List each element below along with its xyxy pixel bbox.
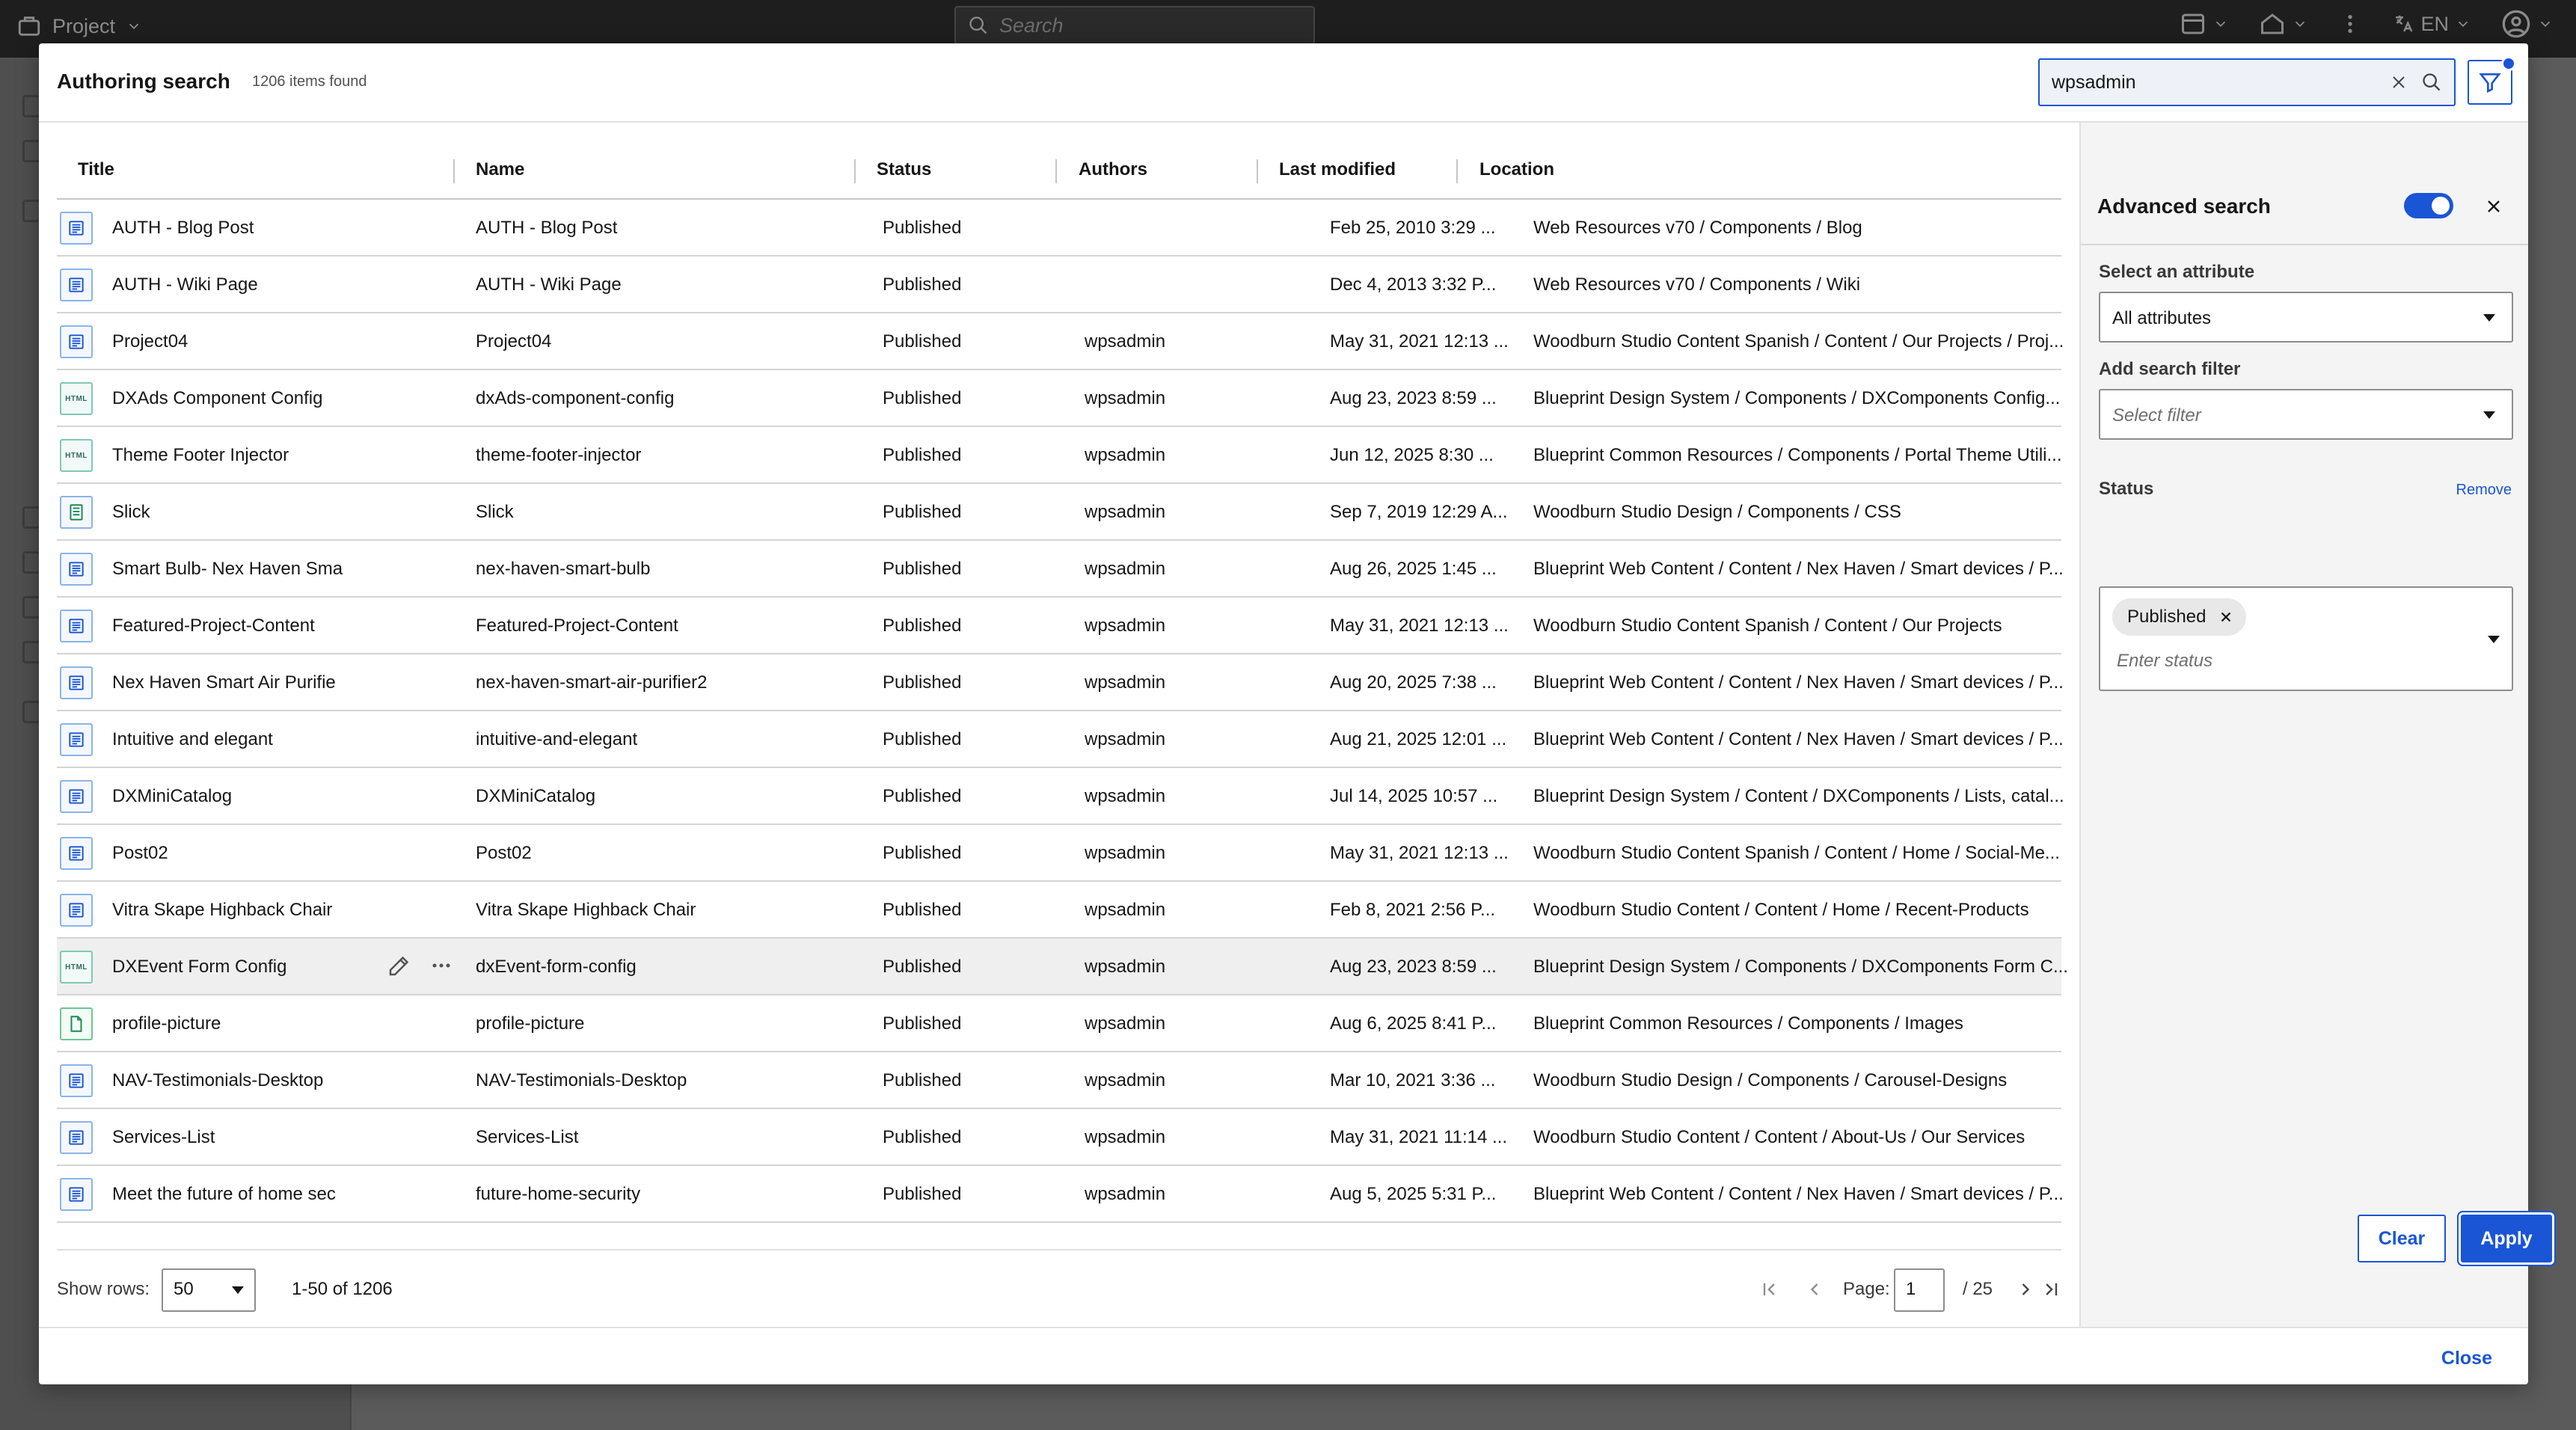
- html-icon: HTML: [60, 439, 93, 472]
- cell-status: Published: [883, 1184, 962, 1204]
- cell-modified: Sep 7, 2019 12:29 A...: [1330, 502, 1508, 522]
- more-horizontal-icon[interactable]: [428, 952, 455, 979]
- cell-location: Web Resources v70 / Components / Blog: [1533, 218, 1862, 238]
- cell-name: nex-haven-smart-bulb: [476, 559, 651, 579]
- cell-author: wpsadmin: [1085, 1013, 1166, 1034]
- content-icon: [60, 1178, 93, 1211]
- table-row[interactable]: [57, 1109, 2061, 1166]
- cell-status: Published: [883, 900, 962, 920]
- previous-page-button[interactable]: [1800, 1274, 1830, 1304]
- table-row[interactable]: [57, 825, 2061, 882]
- table-row[interactable]: [57, 370, 2061, 427]
- show-rows-label: Show rows:: [57, 1279, 150, 1299]
- cell-modified: Aug 23, 2023 8:59 ...: [1330, 388, 1497, 408]
- cell-status: Published: [883, 218, 962, 238]
- content-icon: [60, 666, 93, 699]
- column-header-name[interactable]: Name: [476, 159, 525, 179]
- chevron-down-icon: [2455, 16, 2471, 32]
- cell-name: theme-footer-injector: [476, 445, 642, 465]
- attribute-label: Select an attribute: [2099, 262, 2255, 282]
- dialog-footer: [39, 1327, 2528, 1384]
- search-icon: [968, 15, 989, 36]
- row-actions: [386, 952, 455, 979]
- language-label: EN: [2420, 12, 2449, 35]
- column-resizer[interactable]: [1257, 159, 1258, 183]
- cell-status: Published: [883, 729, 962, 749]
- page-label: Page:: [1843, 1279, 1890, 1299]
- cell-location: Woodburn Studio Content / Content / Home / Recent-Products: [1533, 900, 2029, 920]
- cell-location: Blueprint Design System / Components / DXComponents Form C...: [1533, 957, 2068, 977]
- last-page-icon: [2040, 1279, 2061, 1300]
- cell-title[interactable]: NAV-Testimonials-Desktop: [112, 1070, 324, 1090]
- filter-icon: [2478, 70, 2502, 94]
- cell-modified: Aug 26, 2025 1:45 ...: [1330, 559, 1497, 579]
- home-menu[interactable]: [2259, 10, 2308, 37]
- table-row[interactable]: [57, 484, 2061, 541]
- filter-active-indicator: [2501, 56, 2516, 71]
- content-icon: [60, 1064, 93, 1097]
- table-row[interactable]: [57, 257, 2061, 313]
- table-row[interactable]: [57, 313, 2064, 370]
- cell-author: wpsadmin: [1085, 1184, 1166, 1204]
- cell-modified: Aug 20, 2025 7:38 ...: [1330, 672, 1497, 693]
- close-dialog-button[interactable]: Close: [2441, 1348, 2492, 1369]
- cell-title[interactable]: Nex Haven Smart Air Purifie: [112, 672, 336, 693]
- cell-location: Woodburn Studio Design / Components / Carousel-Designs: [1533, 1070, 2008, 1090]
- briefcase-icon: [16, 13, 42, 39]
- cell-modified: Jul 14, 2025 10:57 ...: [1330, 786, 1498, 806]
- cell-location: Blueprint Web Content / Content / Nex Haven / Smart devices / P...: [1533, 672, 2064, 693]
- cell-status: Published: [883, 331, 962, 352]
- cell-status: Published: [883, 445, 962, 465]
- more-vertical-icon[interactable]: [2338, 12, 2362, 36]
- column-header-authors[interactable]: Authors: [1079, 159, 1147, 179]
- home-icon: [2259, 10, 2286, 37]
- cell-name: profile-picture: [476, 1013, 585, 1034]
- cell-status: Published: [883, 1013, 962, 1034]
- search-icon[interactable]: [2421, 72, 2442, 93]
- authoring-search-dialog: [39, 43, 2533, 1384]
- chevron-down-icon: [2537, 16, 2554, 32]
- cell-name: DXMiniCatalog: [476, 786, 596, 806]
- cell-name: AUTH - Blog Post: [476, 218, 618, 238]
- advanced-filter-button[interactable]: [2468, 60, 2512, 105]
- rows-per-page-select[interactable]: [162, 1268, 256, 1312]
- table-row[interactable]: [57, 598, 2061, 654]
- apply-button[interactable]: Apply: [2461, 1215, 2552, 1262]
- cell-name: Slick: [476, 502, 514, 522]
- status-input-placeholder[interactable]: Enter status: [2117, 651, 2213, 671]
- cell-status: Published: [883, 786, 962, 806]
- cell-location: Blueprint Common Resources / Components / Portal Theme Utili...: [1533, 445, 2062, 465]
- language-menu[interactable]: [2392, 13, 2471, 36]
- status-multiselect[interactable]: [2099, 586, 2513, 691]
- cell-author: wpsadmin: [1085, 957, 1166, 977]
- column-resizer[interactable]: [854, 159, 856, 183]
- chevron-down-icon: [2292, 16, 2308, 32]
- chevron-down-icon: [2212, 16, 2229, 32]
- cell-name: Services-List: [476, 1127, 579, 1147]
- cell-location: Blueprint Design System / Content / DXComponents / Lists, catal...: [1533, 786, 2064, 806]
- cell-modified: May 31, 2021 12:13 ...: [1330, 843, 1509, 863]
- cell-location: Woodburn Studio Content Spanish / Content / Our Projects: [1533, 616, 2002, 636]
- cell-title[interactable]: Services-List: [112, 1127, 215, 1147]
- content-icon: [60, 553, 93, 586]
- cell-status: Published: [883, 502, 962, 522]
- cell-title[interactable]: Featured-Project-Content: [112, 616, 315, 636]
- cell-title[interactable]: profile-picture: [112, 1013, 221, 1034]
- content-icon: [60, 268, 93, 301]
- cell-title[interactable]: AUTH - Blog Post: [112, 218, 254, 238]
- cell-status: Published: [883, 274, 962, 295]
- cell-modified: Feb 25, 2010 3:29 ...: [1330, 218, 1496, 238]
- attribute-select[interactable]: [2099, 292, 2513, 343]
- cell-location: Woodburn Studio Design / Components / CSS: [1533, 502, 1901, 522]
- table-row[interactable]: [57, 939, 2068, 995]
- cell-modified: Aug 21, 2025 12:01 ...: [1330, 729, 1507, 749]
- project-label: Project: [52, 14, 116, 37]
- status-tag: [2112, 598, 2246, 636]
- cell-author: wpsadmin: [1085, 1070, 1166, 1090]
- clear-search-icon[interactable]: [2390, 73, 2408, 91]
- cell-name: NAV-Testimonials-Desktop: [476, 1070, 687, 1090]
- content-icon: [60, 610, 93, 642]
- cell-author: wpsadmin: [1085, 1127, 1166, 1147]
- content-icon: [2180, 10, 2207, 37]
- content-icon: [60, 723, 93, 756]
- cell-location: Web Resources v70 / Components / Wiki: [1533, 274, 1861, 295]
- cell-author: wpsadmin: [1085, 559, 1166, 579]
- cell-location: Woodburn Studio Content Spanish / Content / Our Projects / Proj...: [1533, 331, 2064, 352]
- cell-title[interactable]: Project04: [112, 331, 188, 352]
- caret-down-icon: [2483, 314, 2495, 322]
- cell-location: Woodburn Studio Content Spanish / Content / Home / Social-Me...: [1533, 843, 2060, 863]
- cell-title[interactable]: Smart Bulb- Nex Haven Sma: [112, 559, 343, 579]
- cell-name: Vitra Skape Highback Chair: [476, 900, 696, 920]
- style-icon: [60, 496, 93, 529]
- cell-modified: Feb 8, 2021 2:56 P...: [1330, 900, 1496, 920]
- cell-location: Blueprint Common Resources / Components / Images: [1533, 1013, 1963, 1034]
- next-page-button[interactable]: [2011, 1274, 2040, 1304]
- global-search-placeholder: Search: [999, 13, 1064, 37]
- table-row[interactable]: [57, 200, 2061, 257]
- cell-modified: May 31, 2021 12:13 ...: [1330, 331, 1509, 352]
- dialog-title: Authoring search: [57, 70, 230, 93]
- cell-name: Project04: [476, 331, 552, 352]
- table-row[interactable]: [57, 541, 2064, 598]
- global-search[interactable]: [954, 6, 1315, 45]
- remove-status-filter-link[interactable]: Remove: [2456, 482, 2512, 498]
- column-header-last-modified[interactable]: Last modified: [1279, 159, 1396, 179]
- cell-title[interactable]: Post02: [112, 843, 168, 863]
- chevron-left-icon: [1804, 1279, 1825, 1300]
- cell-author: wpsadmin: [1085, 616, 1166, 636]
- content-icon: [60, 212, 93, 245]
- results-table: [57, 137, 2068, 1223]
- advanced-search-header: [2081, 123, 2528, 245]
- file-icon: [60, 1007, 93, 1040]
- project-switcher[interactable]: [16, 13, 142, 39]
- page-number-input[interactable]: [1894, 1268, 1945, 1312]
- cell-name: nex-haven-smart-air-purifier2: [476, 672, 708, 693]
- caret-down-icon: [2488, 636, 2500, 643]
- last-page-button[interactable]: [2057, 1274, 2061, 1304]
- cell-location: Blueprint Web Content / Content / Nex Haven / Smart devices / P...: [1533, 729, 2064, 749]
- cell-name: intuitive-and-elegant: [476, 729, 638, 749]
- remove-tag-icon[interactable]: [2218, 609, 2234, 625]
- content-icon: [60, 780, 93, 813]
- cell-modified: Jun 12, 2025 8:30 ...: [1330, 445, 1494, 465]
- close-panel-icon[interactable]: [2483, 196, 2504, 217]
- cell-title[interactable]: DXMiniCatalog: [112, 786, 233, 806]
- caret-down-icon: [232, 1286, 244, 1294]
- cell-title[interactable]: Intuitive and elegant: [112, 729, 273, 749]
- cell-location: Blueprint Web Content / Content / Nex Haven / Smart devices / P...: [1533, 1184, 2064, 1204]
- caret-down-icon: [2483, 411, 2495, 419]
- html-icon: HTML: [60, 951, 93, 983]
- cell-modified: Aug 5, 2025 5:31 P...: [1330, 1184, 1497, 1204]
- cell-location: Blueprint Web Content / Content / Nex Haven / Smart devices / P...: [1533, 559, 2064, 579]
- search-filter-label: Add search filter: [2099, 359, 2241, 379]
- cell-author: wpsadmin: [1085, 388, 1166, 408]
- clear-button[interactable]: Clear: [2358, 1215, 2446, 1262]
- table-row[interactable]: [57, 768, 2064, 825]
- edit-icon[interactable]: [386, 952, 413, 979]
- cell-title[interactable]: DXAds Component Config: [112, 388, 323, 408]
- content-menu[interactable]: [2180, 10, 2229, 37]
- html-icon: HTML: [60, 382, 93, 415]
- column-resizer[interactable]: [1456, 159, 1458, 183]
- table-row[interactable]: [57, 654, 2064, 711]
- cell-status: Published: [883, 1127, 962, 1147]
- status-tag-label: Published: [2127, 607, 2207, 627]
- search-filter-placeholder: Select filter: [2112, 405, 2201, 426]
- cell-location: Blueprint Design System / Components / DXComponents Config...: [1533, 388, 2061, 408]
- first-page-icon: [1759, 1279, 1780, 1300]
- cell-title[interactable]: Vitra Skape Highback Chair: [112, 900, 333, 920]
- content-icon: [60, 1121, 93, 1154]
- cell-modified: Aug 23, 2023 8:59 ...: [1330, 957, 1497, 977]
- user-avatar-icon: [2501, 9, 2531, 39]
- cell-name: dxEvent-form-config: [476, 957, 637, 977]
- toggle-knob: [2432, 197, 2450, 215]
- cell-status: Published: [883, 672, 962, 693]
- cell-author: wpsadmin: [1085, 843, 1166, 863]
- cell-status: Published: [883, 1070, 962, 1090]
- cell-location: Woodburn Studio Content / Content / About-Us / Our Services: [1533, 1127, 2025, 1147]
- attribute-value: All attributes: [2112, 308, 2212, 328]
- cell-author: wpsadmin: [1085, 331, 1166, 352]
- search-filter-select[interactable]: [2099, 389, 2513, 440]
- rows-per-page-value: 50: [174, 1279, 194, 1299]
- cell-title[interactable]: Meet the future of home sec: [112, 1184, 336, 1204]
- column-header-title[interactable]: Title: [78, 159, 114, 179]
- cell-author: wpsadmin: [1085, 900, 1166, 920]
- content-icon: [60, 894, 93, 927]
- table-header: [57, 137, 2061, 200]
- advanced-search-toggle[interactable]: [2404, 193, 2453, 218]
- cell-name: Post02: [476, 843, 532, 863]
- column-resizer[interactable]: [453, 159, 455, 183]
- table-row[interactable]: [57, 882, 2061, 939]
- cell-status: Published: [883, 559, 962, 579]
- translate-icon: [2392, 13, 2414, 35]
- cell-modified: May 31, 2021 12:13 ...: [1330, 616, 1509, 636]
- item-range: 1-50 of 1206: [292, 1279, 393, 1299]
- advanced-search-panel: [2079, 123, 2528, 1327]
- page-number-value: 1: [1906, 1279, 1916, 1299]
- total-pages: / 25: [1963, 1279, 1993, 1299]
- cell-status: Published: [883, 388, 962, 408]
- cell-status: Published: [883, 843, 962, 863]
- table-body: [57, 200, 2068, 1223]
- cell-status: Published: [883, 616, 962, 636]
- cell-author: wpsadmin: [1085, 502, 1166, 522]
- cell-author: wpsadmin: [1085, 672, 1166, 693]
- result-count: 1206 items found: [252, 73, 367, 90]
- column-resizer[interactable]: [1055, 159, 1057, 183]
- user-menu[interactable]: [2501, 9, 2554, 39]
- pagination-bar: [57, 1249, 2061, 1327]
- cell-modified: Aug 6, 2025 8:41 P...: [1330, 1013, 1497, 1034]
- column-header-status[interactable]: Status: [877, 159, 932, 179]
- cell-author: wpsadmin: [1085, 445, 1166, 465]
- cell-modified: Dec 4, 2013 3:32 P...: [1330, 274, 1497, 295]
- cell-author: wpsadmin: [1085, 786, 1166, 806]
- cell-name: future-home-security: [476, 1184, 641, 1204]
- table-row[interactable]: [57, 1166, 2064, 1223]
- status-filter-label: Status: [2099, 479, 2154, 499]
- table-row[interactable]: [57, 711, 2064, 768]
- cell-name: AUTH - Wiki Page: [476, 274, 622, 295]
- column-header-location[interactable]: Location: [1479, 159, 1554, 179]
- cell-title[interactable]: AUTH - Wiki Page: [112, 274, 258, 295]
- content-icon: [60, 325, 93, 358]
- first-page-button[interactable]: [1755, 1274, 1785, 1304]
- cell-title[interactable]: Theme Footer Injector: [112, 445, 289, 465]
- table-row[interactable]: [57, 995, 2061, 1052]
- cell-modified: Mar 10, 2021 3:36 ...: [1330, 1070, 1496, 1090]
- cell-name: Featured-Project-Content: [476, 616, 678, 636]
- search-field[interactable]: [2038, 58, 2456, 106]
- chevron-down-icon: [126, 18, 142, 34]
- advanced-search-title: Advanced search: [2097, 194, 2271, 218]
- cell-status: Published: [883, 957, 962, 977]
- search-input[interactable]: [2052, 72, 2390, 93]
- chevron-right-icon: [2015, 1279, 2036, 1300]
- table-row[interactable]: [57, 427, 2061, 484]
- cell-title[interactable]: DXEvent Form Config: [112, 957, 287, 977]
- cell-modified: May 31, 2021 11:14 ...: [1330, 1127, 1508, 1147]
- dialog-header: [39, 43, 2528, 123]
- cell-title[interactable]: Slick: [112, 502, 150, 522]
- cell-name: dxAds-component-config: [476, 388, 675, 408]
- content-icon: [60, 837, 93, 870]
- cell-author: wpsadmin: [1085, 729, 1166, 749]
- table-row[interactable]: [57, 1052, 2061, 1109]
